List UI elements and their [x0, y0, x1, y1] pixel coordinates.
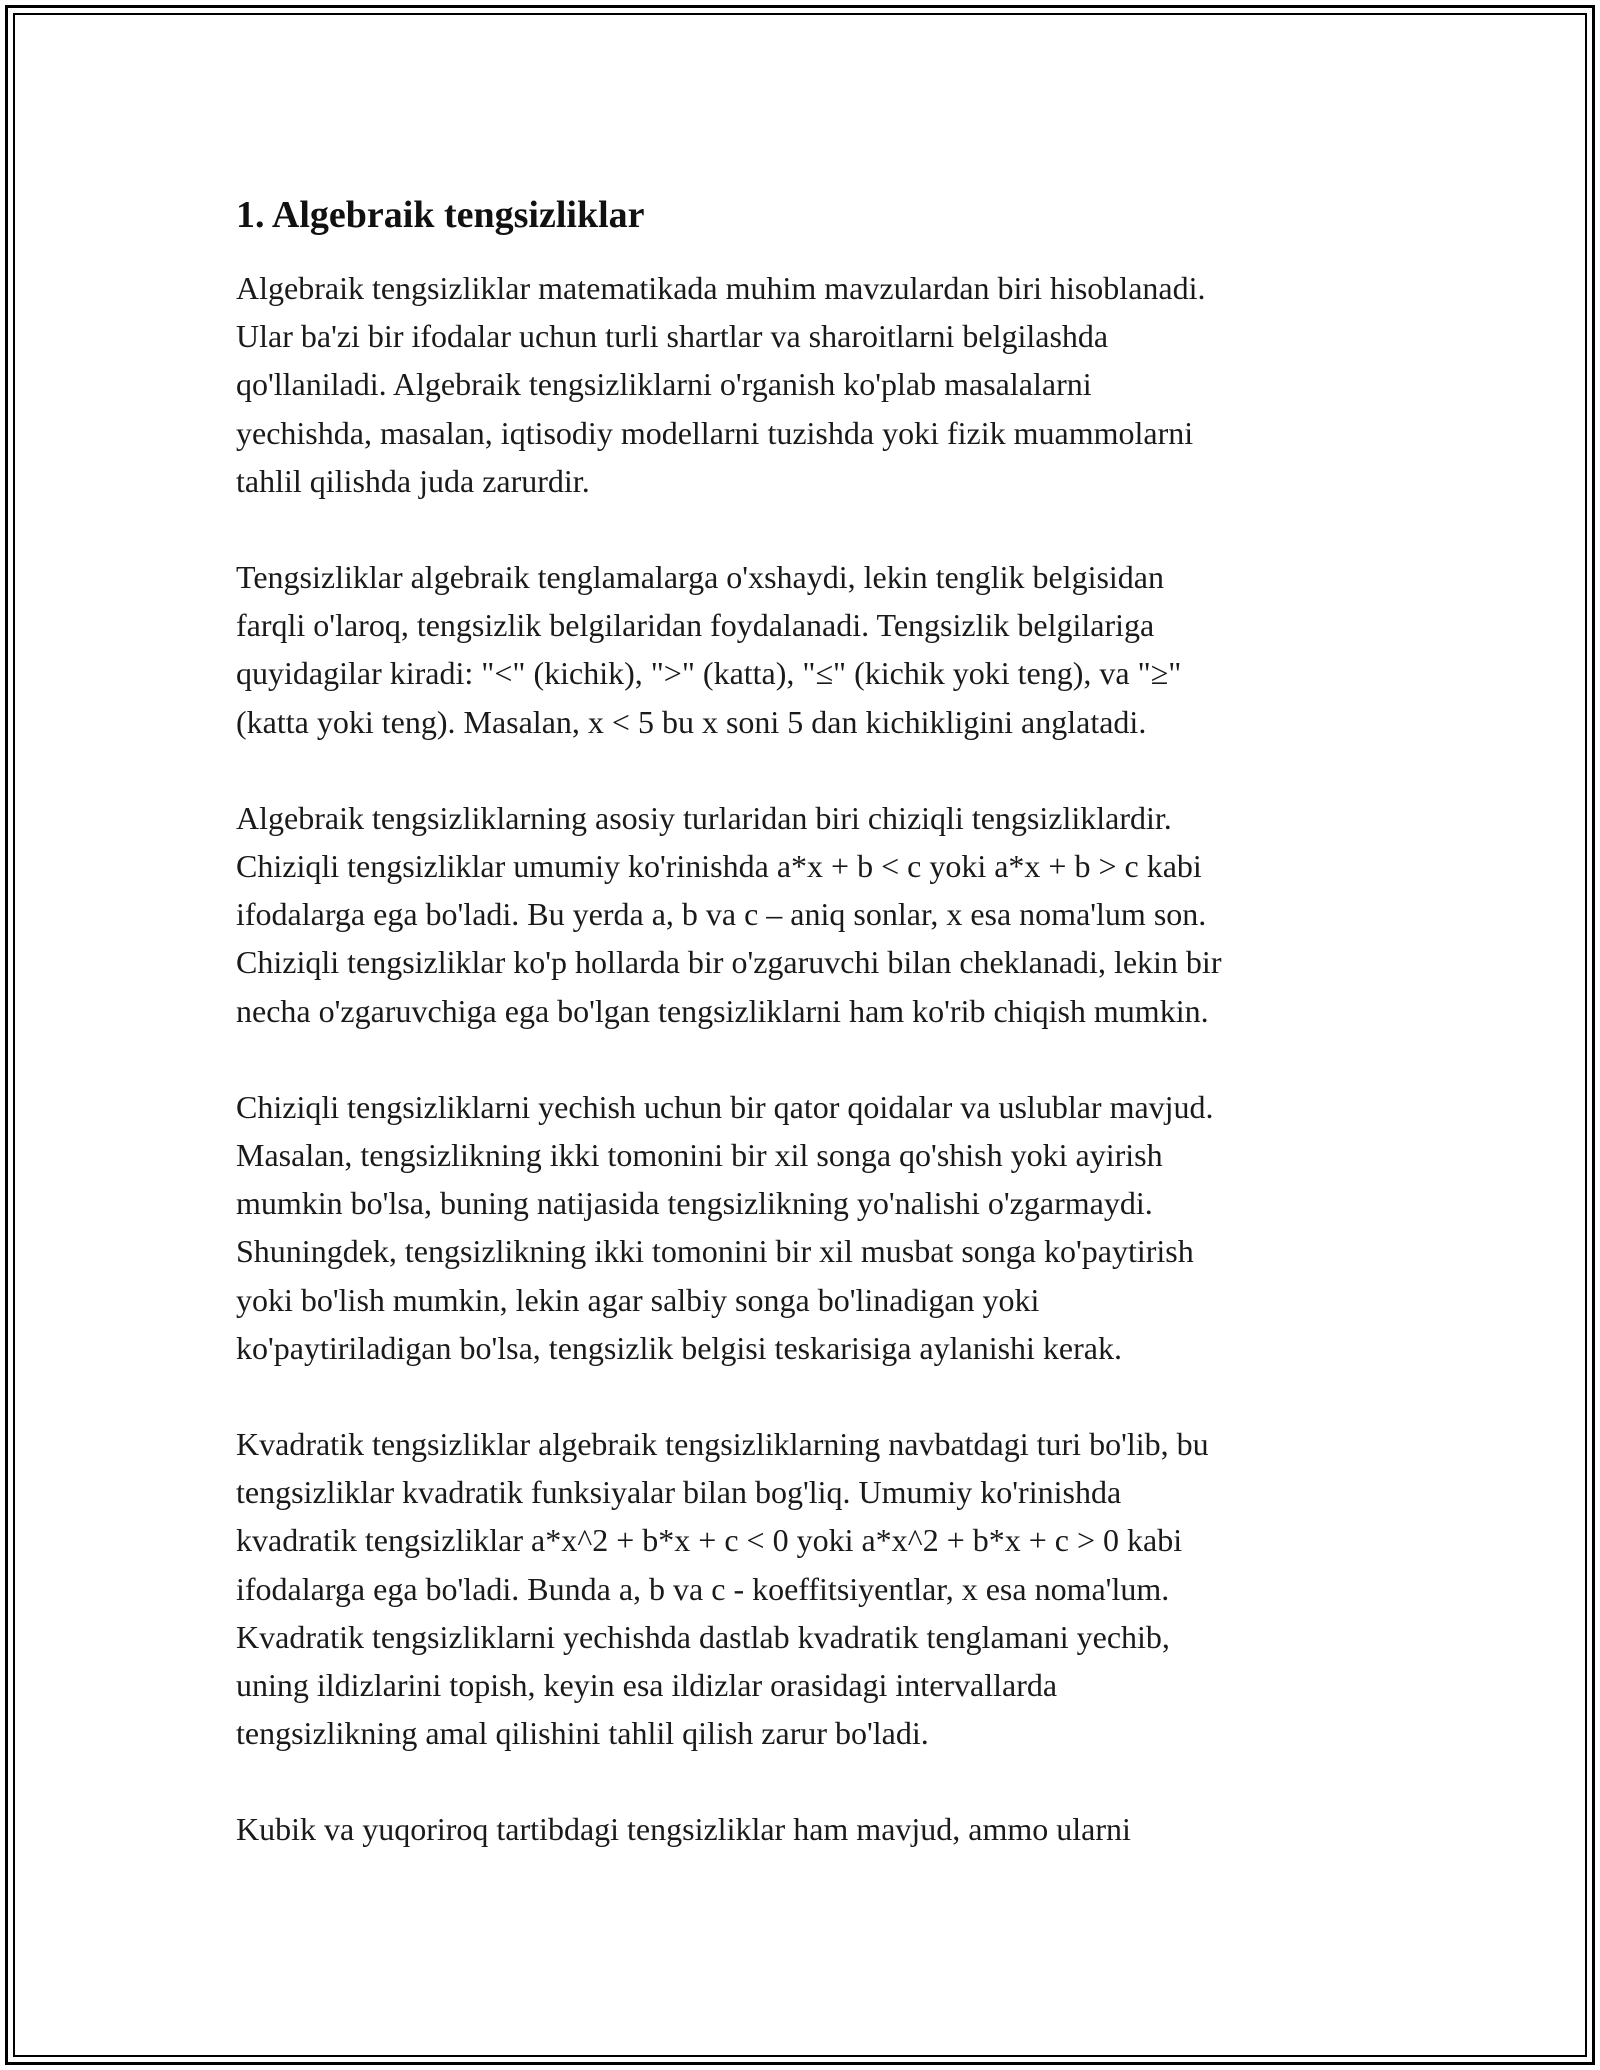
document-body [236, 188, 1376, 1902]
paragraph-solving-rules: Chiziqli tengsizliklarni yechish uchun bir qator qoidalar va uslublar mavjud. Masalan, tengsizlikning ikki tomonini bir xil songa qo'shish yoki ayirish mumkin bo'lsa, buning natijasida tengsizlikning yo'nalishi o'zgarmaydi. Shuningdek, tengsizlikning ikki tomonini bir xil musbat songa ko'paytirish yoki bo'lish mumkin, lekin agar salbiy songa bo'linadigan yoki ko'paytiriladigan bo'lsa, tengsizlik belgisi teskarisiga aylanishi kerak. [236, 1088, 1214, 1366]
paragraph-quadratic-inequalities: Kvadratik tengsizliklar algebraik tengsizliklarning navbatdagi turi bo'lib, bu tengsizliklar kvadratik funksiyalar bilan bog'liq. Umumiy ko'rinishda kvadratik tengsizliklar a*x^2 + b*x + c < 0 yoki a*x^2 + b*x + c > 0 kabi ifodalarga ega bo'ladi. Bunda a, b va c - koeffitsiyentlar, x esa noma'lum. Kvadratik tengsizliklarni yechishda dastlab kvadratik tenglamani yechib, uning ildizlarini topish, keyin esa ildizlar orasidagi intervallarda tengsizlikning amal qilishini tahlil qilish zarur bo'ladi. [236, 1426, 1209, 1752]
paragraph-cubic-inequalities: Kubik va yuqoriroq tartibdagi tengsizliklar ham mavjud, ammo ularni [236, 1811, 1131, 1848]
paragraph-inequality-signs: Tengsizliklar algebraik tenglamalarga o'xshaydi, lekin tenglik belgisidan farqli o'laroq, tengsizlik belgilaridan foydalanadi. Tengsizlik belgilariga quyidagilar kiradi: "<" (kichik), ">" (katta), "≤" (kichik yoki teng), va "≥" (katta yoki teng). Masalan, x < 5 bu x soni 5 dan kichikligini anglatadi. [236, 559, 1182, 740]
paragraph-linear-inequalities: Algebraik tengsizliklarning asosiy turlaridan biri chiziqli tengsizliklardir. Chiziqli tengsizliklar umumiy ko'rinishda a*x + b < c yoki a*x + b > c kabi ifodalarga ega bo'ladi. Bu yerda a, b va c – aniq sonlar, x esa noma'lum son. Chiziqli tengsizliklar ko'p hollarda bir o'zgaruvchi bilan cheklanadi, lekin bir necha o'zgaruvchiga ega bo'lgan tengsizliklarni ham ko'rib chiqish mumkin. [236, 799, 1222, 1029]
paragraph-intro: Algebraik tengsizliklar matematikada muhim mavzulardan biri hisoblanadi. Ular ba'zi bir ifodalar uchun turli shartlar va sharoitlarni belgilashda qo'llaniladi. Algebraik tengsizliklarni o'rganish ko'plab masalalarni yechishda, masalan, iqtisodiy modellarni tuzishda yoki fizik muammolarni tahlil qilishda juda zarurdir. [236, 270, 1206, 499]
section-heading: 1. Algebraik tengsizliklar [236, 194, 645, 236]
